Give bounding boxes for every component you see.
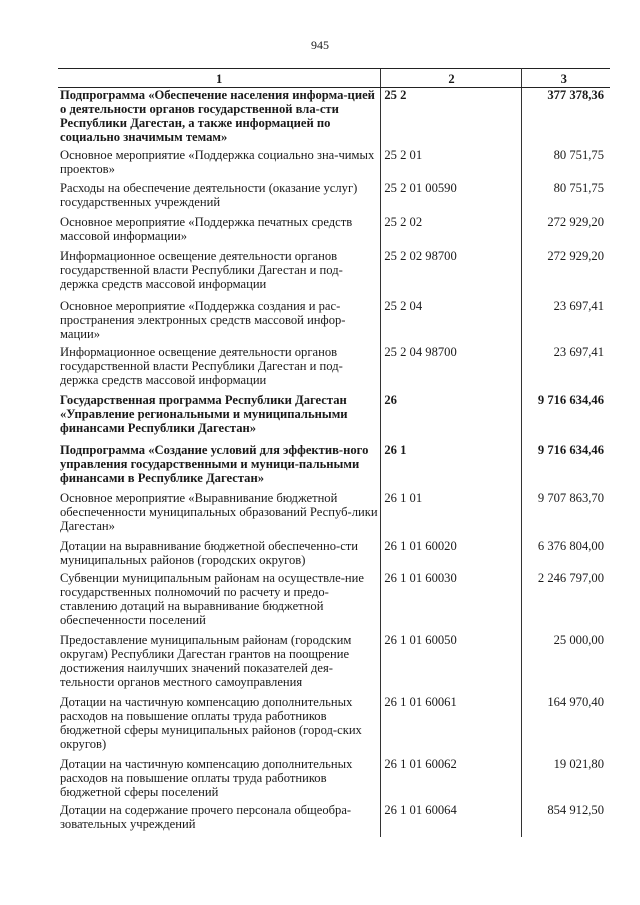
row-name-cell bbox=[58, 443, 381, 491]
row-code-cell bbox=[381, 491, 521, 539]
row-name: Основное мероприятие «Поддержка печатных средств массовой информации» bbox=[60, 214, 353, 243]
row-code-cell bbox=[381, 757, 521, 803]
row-amount: 6 376 804,00 bbox=[537, 538, 604, 553]
row-name-cell bbox=[58, 215, 381, 249]
row-code-cell bbox=[381, 539, 521, 571]
table-header-row bbox=[58, 69, 610, 88]
row-name-cell bbox=[58, 491, 381, 539]
row-name: Основное мероприятие «Поддержка социально зна-чимых проектов» bbox=[60, 147, 375, 176]
row-name-cell bbox=[58, 695, 381, 757]
row-code-cell bbox=[381, 181, 521, 215]
table-row bbox=[58, 571, 610, 633]
row-code: 25 2 02 98700 bbox=[384, 248, 457, 263]
row-amount: 9 716 634,46 bbox=[537, 442, 604, 457]
row-code: 26 1 01 60020 bbox=[384, 538, 457, 553]
table-row bbox=[58, 299, 610, 345]
row-amount: 854 912,50 bbox=[547, 802, 604, 817]
row-code: 26 1 01 60030 bbox=[384, 570, 457, 585]
row-name-cell bbox=[58, 299, 381, 345]
row-name-cell bbox=[58, 148, 381, 181]
row-code-cell bbox=[381, 571, 521, 633]
row-amount-cell bbox=[521, 215, 610, 249]
row-code: 26 1 01 60050 bbox=[384, 632, 457, 647]
row-amount: 2 246 797,00 bbox=[537, 570, 604, 585]
row-code: 25 2 bbox=[384, 88, 407, 102]
row-name: Основное мероприятие «Выравнивание бюджетной обеспеченности муниципальных образований Респуб-лики Дагестан» bbox=[60, 490, 378, 533]
row-amount-cell bbox=[521, 443, 610, 491]
column-header-3: 3 bbox=[521, 69, 610, 88]
row-amount: 80 751,75 bbox=[553, 180, 604, 195]
row-amount: 164 970,40 bbox=[547, 694, 604, 709]
row-amount-cell bbox=[521, 299, 610, 345]
table-row bbox=[58, 539, 610, 571]
row-amount-cell bbox=[521, 539, 610, 571]
table-row bbox=[58, 803, 610, 837]
row-amount: 9 716 634,46 bbox=[537, 392, 604, 407]
table-row bbox=[58, 443, 610, 491]
row-code: 26 1 01 60064 bbox=[384, 802, 457, 817]
row-code-cell bbox=[381, 443, 521, 491]
row-amount: 272 929,20 bbox=[547, 214, 604, 229]
table-row bbox=[58, 393, 610, 443]
row-amount-cell bbox=[521, 571, 610, 633]
row-name-cell bbox=[58, 249, 381, 299]
row-amount: 23 697,41 bbox=[553, 298, 604, 313]
row-amount-cell bbox=[521, 249, 610, 299]
row-code: 26 1 bbox=[384, 442, 407, 457]
row-code-cell bbox=[381, 345, 521, 393]
row-amount-cell bbox=[521, 491, 610, 539]
row-code: 26 1 01 bbox=[384, 490, 423, 505]
row-amount: 377 378,36 bbox=[547, 88, 604, 102]
row-amount: 272 929,20 bbox=[547, 248, 604, 263]
row-amount: 23 697,41 bbox=[553, 344, 604, 359]
row-code-cell bbox=[381, 215, 521, 249]
row-code: 26 bbox=[384, 392, 397, 407]
table-row bbox=[58, 633, 610, 695]
row-name: Дотации на частичную компенсацию дополнительных расходов на повышение оплаты труда работников бюджетной сферы поселений bbox=[60, 756, 353, 799]
row-name-cell bbox=[58, 539, 381, 571]
row-code: 26 1 01 60062 bbox=[384, 756, 457, 771]
page-number: 945 bbox=[311, 38, 329, 52]
row-name: Расходы на обеспечение деятельности (оказание услуг) государственных учреждений bbox=[60, 180, 358, 209]
row-code-cell bbox=[381, 249, 521, 299]
table-row bbox=[58, 345, 610, 393]
row-name: Государственная программа Республики Дагестан «Управление региональными и муниципальными финансами Республики Дагестан» bbox=[60, 392, 348, 435]
row-amount: 9 707 863,70 bbox=[537, 490, 604, 505]
row-code: 26 1 01 60061 bbox=[384, 694, 457, 709]
row-name: Субвенции муниципальным районам на осуществле-ние государственных полномочий по расчету и предо-ставлению дотаций на выравнивание бюджетной обеспеченности поселений bbox=[60, 570, 364, 627]
column-header-2: 2 bbox=[381, 69, 521, 88]
row-code: 25 2 04 98700 bbox=[384, 344, 457, 359]
row-name-cell bbox=[58, 181, 381, 215]
row-amount: 19 021,80 bbox=[553, 756, 604, 771]
row-code-cell bbox=[381, 88, 521, 148]
row-amount-cell bbox=[521, 757, 610, 803]
row-amount-cell bbox=[521, 695, 610, 757]
column-header-1: 1 bbox=[58, 69, 381, 88]
table-body bbox=[58, 88, 610, 837]
row-code-cell bbox=[381, 393, 521, 443]
table-row bbox=[58, 491, 610, 539]
table-row bbox=[58, 757, 610, 803]
row-name: Подпрограмма «Обеспечение населения информа-цией о деятельности органов государственной вла-сти Республики Дагестан, а также информацией по социально значимым темам» bbox=[60, 88, 375, 144]
row-code-cell bbox=[381, 803, 521, 837]
row-amount-cell bbox=[521, 181, 610, 215]
row-code: 25 2 04 bbox=[384, 298, 423, 313]
table-row bbox=[58, 215, 610, 249]
row-amount-cell bbox=[521, 393, 610, 443]
row-name: Подпрограмма «Создание условий для эффектив-ного управления государственными и муници-пальными финансами в Республике Дагестан» bbox=[60, 442, 369, 485]
budget-table bbox=[58, 68, 610, 837]
row-code-cell bbox=[381, 695, 521, 757]
row-amount-cell bbox=[521, 803, 610, 837]
row-code: 25 2 01 00590 bbox=[384, 180, 457, 195]
row-name-cell bbox=[58, 571, 381, 633]
row-code-cell bbox=[381, 299, 521, 345]
row-amount: 25 000,00 bbox=[553, 632, 604, 647]
row-name: Информационное освещение деятельности органов государственной власти Республики Дагестан и под-держка средств массовой информации bbox=[60, 248, 343, 291]
row-name-cell bbox=[58, 803, 381, 837]
table-row bbox=[58, 88, 610, 148]
row-amount: 80 751,75 bbox=[553, 147, 604, 162]
row-name: Дотации на содержание прочего персонала общеобра-зовательных учреждений bbox=[60, 802, 352, 831]
row-name: Предоставление муниципальным районам (городским округам) Республики Дагестан грантов на поощрение достижения наилучших значений показателей дея-тельности органов местного самоуправления bbox=[60, 632, 352, 689]
row-amount-cell bbox=[521, 345, 610, 393]
row-amount-cell bbox=[521, 148, 610, 181]
row-amount-cell bbox=[521, 88, 610, 148]
row-code-cell bbox=[381, 148, 521, 181]
table-row bbox=[58, 249, 610, 299]
row-name-cell bbox=[58, 88, 381, 148]
row-name-cell bbox=[58, 633, 381, 695]
row-code: 25 2 02 bbox=[384, 214, 423, 229]
row-name: Дотации на частичную компенсацию дополнительных расходов на повышение оплаты труда работников бюджетной сферы муниципальных районов (город-ских округов) bbox=[60, 694, 362, 751]
row-name: Дотации на выравнивание бюджетной обеспеченно-сти муниципальных районов (городских округов) bbox=[60, 538, 359, 567]
row-amount-cell bbox=[521, 633, 610, 695]
row-name-cell bbox=[58, 345, 381, 393]
row-name: Информационное освещение деятельности органов государственной власти Республики Дагестан и под-держка средств массовой информации bbox=[60, 344, 343, 387]
row-code-cell bbox=[381, 633, 521, 695]
row-name-cell bbox=[58, 757, 381, 803]
row-name: Основное мероприятие «Поддержка создания и рас-пространения электронных средств массовой инфор-мации» bbox=[60, 298, 346, 341]
table-row bbox=[58, 695, 610, 757]
row-name-cell bbox=[58, 393, 381, 443]
table-row bbox=[58, 148, 610, 181]
row-code: 25 2 01 bbox=[384, 147, 423, 162]
table-row bbox=[58, 181, 610, 215]
